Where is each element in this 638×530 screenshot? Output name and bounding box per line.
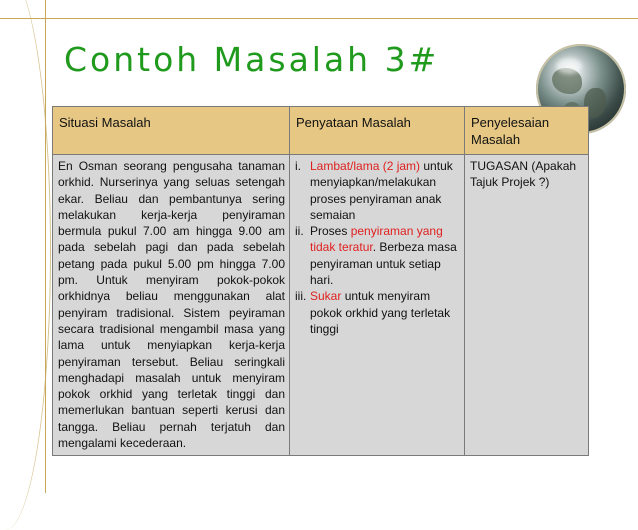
item-number: ii. (295, 224, 304, 239)
item-number: i. (295, 159, 301, 173)
table-header-row (53, 107, 589, 155)
header-penyataan: Penyataan Masalah (290, 107, 465, 155)
list-item: i. Lambat/lama (2 jam) untuk menyiapkan/melakukan proses penyiraman anak semaian (295, 159, 453, 222)
highlight-text: penyiraman yang tidak teratur (310, 224, 443, 255)
penyelesaian-cell: TUGASAN (Apakah Tajuk Projek ?) (465, 155, 589, 456)
top-rule (0, 18, 638, 19)
left-rule (45, 0, 46, 493)
highlight-text: Lambat/lama (2 jam) (310, 159, 421, 173)
table-row (53, 155, 589, 456)
situasi-cell: En Osman seorang pengusaha tanaman orkhid. Nurserinya yang seluas setengah ekar. Beliau dan pembantunya sering melakukan kerja-kerja penyiraman bermula pukul 7.00 am hingga 9.00 am pada sebelah pagi dan pada sebelah petang pada pukul 5.00 pm hingga 7.00 pm. Untuk menyiram pokok-pokok orkhidnya beliau menggunakan alat penyiram tradisional. Sistem peyiraman secara tradisional mengambil masa yang lama untuk menyiapkan kerja-kerja penyiraman tersebut. Beliau seringkali menghadapi masalah untuk menyiram pokok orkhid yang terletak tinggi dan memerlukan bantuan seperti kerusi dan tangga. Beliau pernah terjatuh dan mengalami kecederaan. (53, 155, 290, 456)
header-penyelesaian: Penyelesaian Masalah (465, 107, 589, 155)
problem-table (52, 106, 589, 456)
slide-title: Contoh Masalah 3# (64, 40, 440, 79)
item-number: iii. (295, 289, 307, 304)
penyataan-cell (290, 155, 465, 456)
header-situasi: Situasi Masalah (53, 107, 290, 155)
list-item: ii. Proses penyiraman yang tidak teratur. Berbeza masa penyiraman untuk setiap hari. (295, 224, 457, 288)
list-item: iii. Sukar untuk menyiram pokok orkhid yang terletak tinggi (295, 289, 451, 336)
decorative-arc (0, 0, 51, 530)
highlight-text: Sukar (310, 289, 342, 304)
